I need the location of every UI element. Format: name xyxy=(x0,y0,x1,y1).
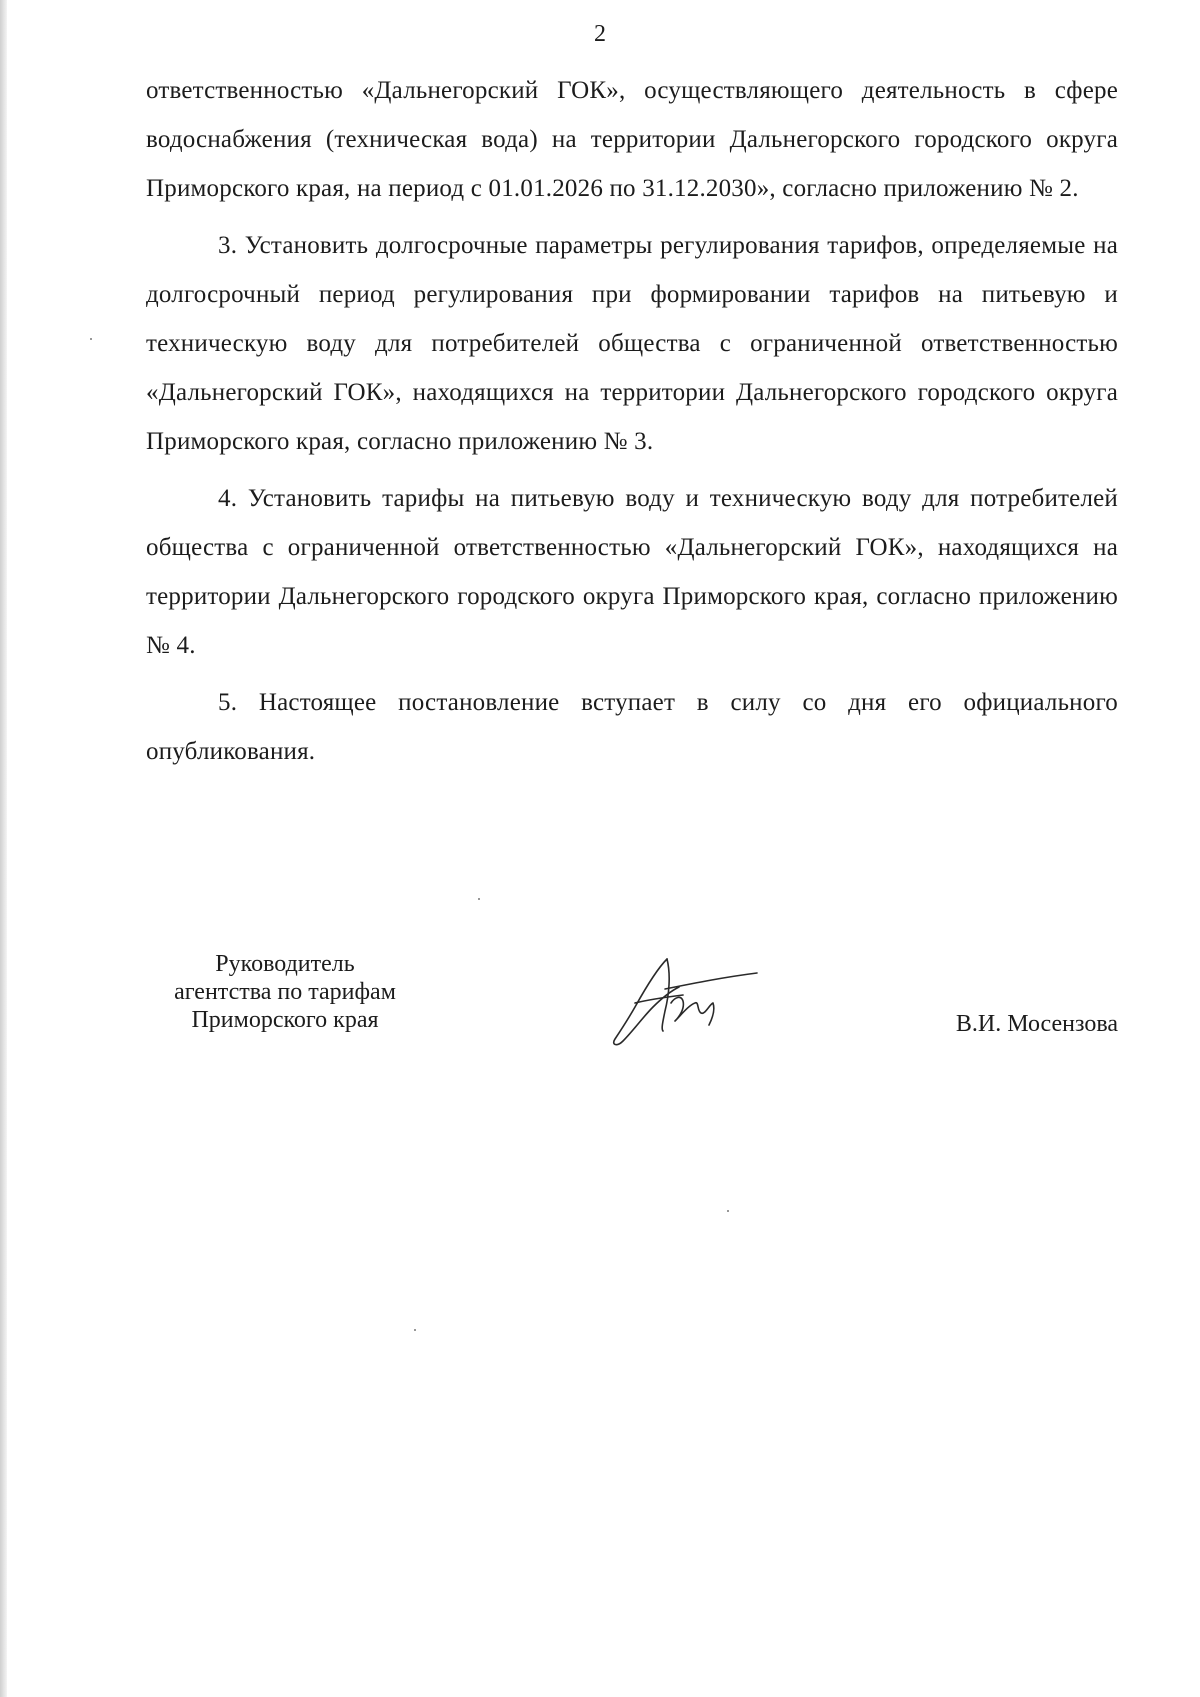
scan-left-edge xyxy=(0,0,7,1697)
document-body xyxy=(146,66,1118,784)
paragraph-item-3: 3. Установить долгосрочные параметры регулирования тарифов, определяемые на долгосрочный период регулирования при формировании тарифов на питьевую и техническую воду для потребителей общества с ограниченной ответственностью «Дальнегорский ГОК», находящихся на территории Дальнегорского городского округа Приморского края, согласно приложению № 3. xyxy=(146,232,1118,455)
signer-name: В.И. Мосензова xyxy=(955,1011,1118,1037)
scan-speck xyxy=(90,338,92,340)
signer-position xyxy=(150,950,420,1034)
signer-position-line: Приморского края xyxy=(191,1007,379,1033)
signature-block xyxy=(150,950,1120,1060)
paragraph-item-4: 4. Установить тарифы на питьевую воду и техническую воду для потребителей общества с ограниченной ответственностью «Дальнегорский ГОК», находящихся на территории Дальнегорского городского округа Приморского края, согласно приложению № 4. xyxy=(146,485,1118,659)
scan-speck xyxy=(414,1329,416,1331)
scan-speck xyxy=(478,898,480,900)
handwritten-signature xyxy=(605,945,765,1050)
page-number: 2 xyxy=(594,21,606,47)
paragraph-continuation: ответственностью «Дальнегорский ГОК», осуществляющего деятельность в сфере водоснабжения (техническая вода) на территории Дальнегорского городского округа Приморского края, на период с 01.01.2026 по 31.12.2030», согласно приложению № 2. xyxy=(146,77,1118,202)
scan-speck xyxy=(727,1210,729,1212)
paragraph-item-5: 5. Настоящее постановление вступает в силу со дня его официального опубликования. xyxy=(146,689,1118,765)
signer-position-line: агентства по тарифам xyxy=(174,979,396,1005)
signer-position-line: Руководитель xyxy=(215,951,355,977)
